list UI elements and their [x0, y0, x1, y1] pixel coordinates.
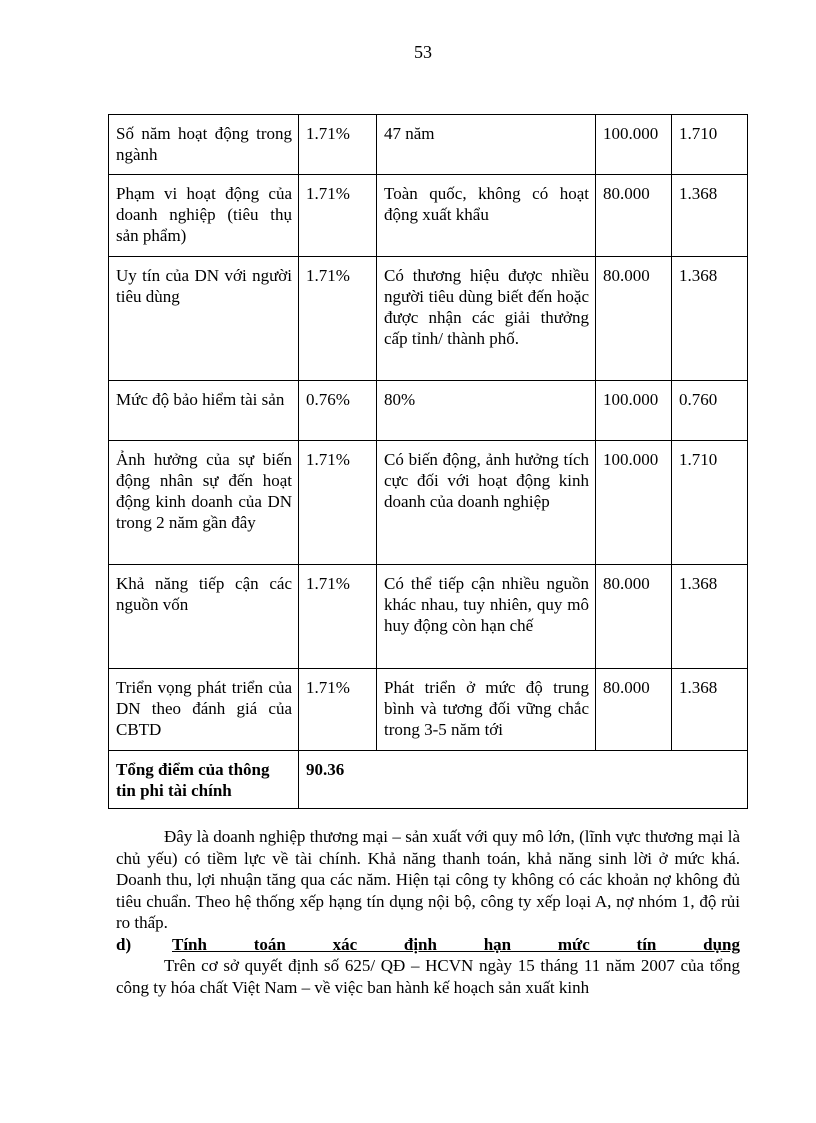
criterion-cell: Uy tín của DN với người tiêu dùng — [109, 257, 299, 381]
table-row — [109, 115, 748, 175]
criterion-cell: Triển vọng phát triển của DN theo đánh giá của CBTD — [109, 669, 299, 751]
score-cell: 100.000 — [596, 441, 672, 565]
section-heading-title: Tính toán xác định hạn mức tín dụng — [172, 934, 740, 954]
evaluation-cell: Phát triển ở mức độ trung bình và tương đối vững chắc trong 3-5 năm tới — [377, 669, 596, 751]
evaluation-cell: Có biến động, ảnh hưởng tích cực đối với hoạt động kinh doanh của doanh nghiệp — [377, 441, 596, 565]
total-label: Tổng điểm của thông tin phi tài chính — [109, 751, 299, 809]
table-row — [109, 565, 748, 669]
table-row — [109, 669, 748, 751]
criterion-cell: Số năm hoạt động trong ngành — [109, 115, 299, 175]
weighted-score-cell: 1.368 — [672, 257, 748, 381]
weight-cell: 1.71% — [299, 441, 377, 565]
evaluation-cell: 47 năm — [377, 115, 596, 175]
table-row — [109, 441, 748, 565]
criterion-cell: Mức độ bảo hiểm tài sản — [109, 381, 299, 441]
weight-cell: 1.71% — [299, 175, 377, 257]
section-heading-label: d) — [116, 934, 132, 954]
weighted-score-cell: 1.368 — [672, 175, 748, 257]
criterion-cell: Khả năng tiếp cận các nguồn vốn — [109, 565, 299, 669]
section-heading — [116, 934, 740, 956]
score-cell: 80.000 — [596, 669, 672, 751]
weight-cell: 0.76% — [299, 381, 377, 441]
weight-cell: 1.71% — [299, 669, 377, 751]
weighted-score-cell: 1.710 — [672, 115, 748, 175]
non-financial-criteria-table — [108, 114, 748, 809]
weighted-score-cell: 1.368 — [672, 565, 748, 669]
summary-paragraph: Đây là doanh nghiệp thương mại – sản xuất với quy mô lớn, (lĩnh vực thương mại là chủ yếu) có tiềm lực về tài chính. Khả năng thanh toán, khả năng sinh lời ở mức khá. Doanh thu, lợi nhuận tăng qua các năm. Hiện tại công ty không có các khoản nợ không đủ tiêu chuẩn. Theo hệ thống xếp hạng tín dụng nội bộ, công ty xếp loại A, nợ nhóm 1, độ rủi ro thấp. — [116, 827, 740, 932]
score-cell: 80.000 — [596, 175, 672, 257]
weighted-score-cell: 1.710 — [672, 441, 748, 565]
table-row — [109, 257, 748, 381]
body-text — [116, 826, 740, 998]
page-number: 53 — [414, 42, 432, 62]
weight-cell: 1.71% — [299, 565, 377, 669]
weight-cell: 1.71% — [299, 257, 377, 381]
score-cell: 80.000 — [596, 565, 672, 669]
evaluation-cell: 80% — [377, 381, 596, 441]
decision-paragraph: Trên cơ sở quyết định số 625/ QĐ – HCVN ngày 15 tháng 11 năm 2007 của tổng công ty hóa chất Việt Nam – về việc ban hành kế hoạch sản xuất kinh — [116, 956, 740, 997]
score-cell: 80.000 — [596, 257, 672, 381]
total-value: 90.36 — [299, 751, 748, 809]
score-cell: 100.000 — [596, 115, 672, 175]
weighted-score-cell: 0.760 — [672, 381, 748, 441]
evaluation-cell: Toàn quốc, không có hoạt động xuất khẩu — [377, 175, 596, 257]
evaluation-cell: Có thể tiếp cận nhiều nguồn khác nhau, tuy nhiên, quy mô huy động còn hạn chế — [377, 565, 596, 669]
weighted-score-cell: 1.368 — [672, 669, 748, 751]
table-row — [109, 175, 748, 257]
score-cell: 100.000 — [596, 381, 672, 441]
total-row — [109, 751, 748, 809]
evaluation-cell: Có thương hiệu được nhiều người tiêu dùng biết đến hoặc được nhận các giải thưởng cấp tỉnh/ thành phố. — [377, 257, 596, 381]
weight-cell: 1.71% — [299, 115, 377, 175]
criterion-cell: Ảnh hưởng của sự biến động nhân sự đến hoạt động kinh doanh của DN trong 2 năm gần đây — [109, 441, 299, 565]
table-row — [109, 381, 748, 441]
criterion-cell: Phạm vi hoạt động của doanh nghiệp (tiêu thụ sản phẩm) — [109, 175, 299, 257]
